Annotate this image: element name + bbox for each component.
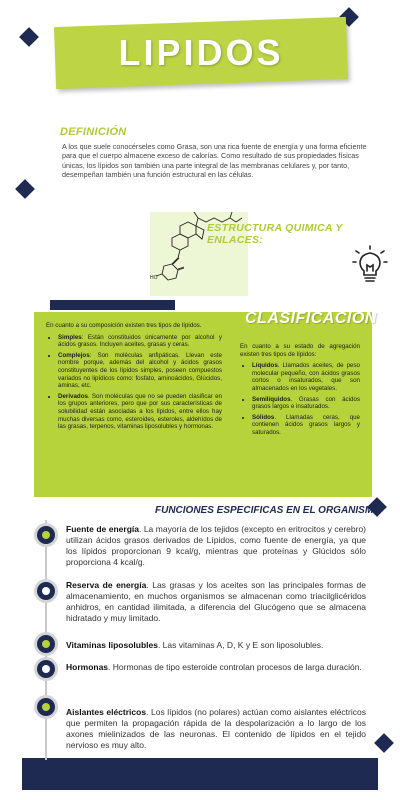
decor-diamond — [15, 179, 35, 199]
decor-diamond — [374, 733, 394, 753]
list-item: • Simples: Están constituidos únicamente por alcohol y ácidos grasos. Incluyen aceites, grasas y ceras. — [58, 334, 222, 349]
timeline-node — [37, 526, 55, 544]
agregacion-intro: En cuanto a su estado de agregación existen tres tipos de lípidos: — [240, 343, 360, 358]
footer-bar — [22, 758, 378, 790]
funcion-item: Aislantes eléctricos. Los lípidos (no polares) actúan como aislantes eléctricos que permiten la propagación rápida de la despolarización a lo largo de los axones mielinizados de las neuronas. El contenido de lípidos en el tejido nervioso es muy alto. — [66, 707, 366, 750]
definicion-text: A los que suele conocérseles como Grasa, son una rica fuente de energía y una forma eficiente para que el cuerpo almacene exceso de calorías. Como resultado de sus propiedades físicas únicas, los lípidos son también una parte integral de las membranas celulares y, por tanto, desempeñan también una función estructural en las células. — [62, 142, 367, 179]
timeline-node — [37, 660, 55, 678]
list-item: • Semilíquidos. Grasas con ácidos grasos largos e insaturados. — [252, 396, 360, 411]
agregacion-column — [240, 343, 360, 440]
funcion-item: Reserva de energía. Las grasas y los aceites son las principales formas de almacenamiento, en muchos organismos se almacenan como triacilglicéridos anhidros, en cantidad ilimitada, a diferencia del Glucógeno que se almacena hidratado y muy limitado. — [66, 580, 366, 623]
funcion-item: Fuente de energía. La mayoría de los tejidos (excepto en eritrocitos y cerebro) utilizan ácidos grasos derivados de Lípidos, como fuente de energía, ya que los lípidos proporcionan 9 kcal/g, mientras que proteínas y Glúcidos sólo proporciona 4 kcal/g. — [66, 524, 366, 567]
clasificacion-heading: CLASIFICACION — [245, 310, 377, 327]
timeline-node — [37, 635, 55, 653]
ho-label: HO — [150, 275, 158, 281]
composicion-intro: En cuanto a su composición existen tres tipos de lípidos. — [46, 322, 202, 329]
list-item: • Derivados. Son moléculas que no se pueden clasificar en los grupos anteriores, pero que por sus características de solubilidad están asociadas a los lípidos, entre ellos hay muchas diversas como, esteroides, esteroles, aldehídos de las grasas, terpenos, vitaminas liposolubles y hormonas. — [58, 393, 222, 431]
list-item: • Sólidos. Llamadas ceras, que contienen ácidos grasos largos y saturados. — [252, 414, 360, 437]
definicion-heading: DEFINICIÓN — [60, 126, 127, 138]
page-title: LIPIDOS — [118, 32, 284, 73]
list-item: • Líquidos. Llamados aceites, de peso molecular pequeño, con ácidos grasos cortos o insaturados, que son almacenados en los vegetales. — [252, 362, 360, 392]
estructura-heading: ESTRUCTURA QUIMICA Y ENLACES: — [207, 222, 343, 246]
lightbulb-icon — [352, 245, 388, 285]
funcion-item: Hormonas. Hormonas de tipo esteroide controlan procesos de larga duración. — [66, 662, 362, 672]
funcion-item: Vitaminas liposolubles. Las vitaminas A, D, K y E son liposolubles. — [66, 640, 324, 650]
timeline-node — [37, 698, 55, 716]
composicion-column — [46, 322, 222, 434]
decor-diamond — [19, 27, 39, 47]
list-item: • Complejos: Son moléculas anfipáticas. Llevan este nombre porque, además del alcohol y ácidos grasos constituyentes de los lípidos simples, poseen compuestos variados no lipídicos como: fosfato, aminoácidos, Glúcidos, aminas, etc. — [58, 352, 222, 390]
decor-bar — [50, 300, 175, 310]
timeline-node — [37, 582, 55, 600]
funciones-heading: FUNCIONES ESPECIFICAS EN EL ORGANISMO — [155, 505, 381, 516]
